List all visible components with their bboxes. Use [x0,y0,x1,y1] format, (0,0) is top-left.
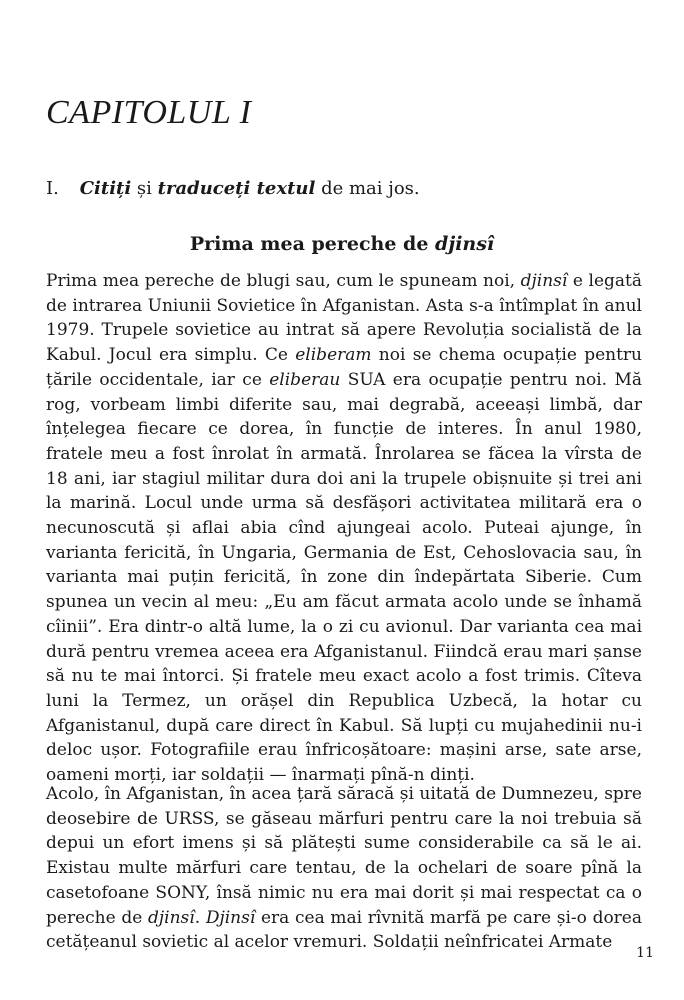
paragraph-1-segment: e legată de intrarea Uniunii Sovietice în Afganistan. Asta s-a întîmplat în anul 1979. Trupele sovietice au intrat să apere Revoluția socialistă de la Kabul. Jocul era simplu. Ce [46,271,642,366]
paragraph-2-italic: Djinsî [205,907,256,928]
exercise-instruction [46,178,646,200]
paragraph-1-italic: eliberau [269,369,341,390]
paragraph-1-italic: eliberam [295,345,372,366]
paragraph-2-segment: Acolo, în Afganistan, în acea țară săracă și uitată de Dumnezeu, spre deosebire de URSS, se găseau mărfuri pentru care la noi trebuia să depui un efort imens și să plătești sume considerabile ca să le ai. Existau multe mărfuri care tentau, de la ochelari de soare pînă la casetofoane SONY, însă nimic nu era mai dorit și mai respectat ca o pereche de [46,784,642,928]
exercise-number: I. [46,178,59,199]
paragraph-2-segment: era cea mai rîvnită marfă pe care și-o dorea cetățeanul sovietic al acelor vremuri. Soldații neînfricatei Armate [46,907,643,953]
paragraph-2-segment: . [194,907,206,928]
paragraph-1-italic: djinsî [520,271,568,291]
exercise-verb-translate: traduceți textul [157,178,316,199]
paragraph-2 [46,782,642,955]
paragraph-1-segment: SUA era ocupație pentru noi. Mă rog, vorbeam limbi diferite sau, mai degrabă, aceeași limbă, dar înțelegea fiecare ce dorea, în funcție de interes. În anul 1980, fratele meu a fost înrolat în armată. Înrolarea se făcea la vîrsta de 18 ani, iar stagiul militar dura doi ani la trupele obișnuite și trei ani la marină. Locul unde urma să desfășori activitatea militară era o necunoscută și aflai abia cînd ajungeai acolo. Puteai ajunge, în varianta fericită, în Ungaria, Germania de Est, Cehoslovacia sau, în varianta mai puțin fericită, în zone din îndepărtata Siberie. Cum spunea un vecin al meu: „Eu am făcut armata acolo unde se înhamă cîinii”. Era dintr-o altă lume, la o zi cu avionul. Dar varianta cea mai dură pentru vremea aceea era Afganistanul. Fiindcă erau mari șanse să nu te mai întorci. Și fratele meu exact acolo a fost trimis. Cîteva luni la Termez, un orășel din Republica Uzbecă, la hotar cu Afganistanul, după care direct în Kabul. Să lupți cu mujahedinii nu-i deloc ușor. Fotografiile erau înfricoșătoare: mașini arse, sate arse, oameni morți, iar soldații — înarmați pînă-n dinți. [46,369,642,786]
exercise-connector: și [131,178,158,199]
chapter-heading: CAPITOLUL I [46,94,252,131]
exercise-verb-read: Citiți [79,178,132,199]
paragraph-2-italic: djinsî [148,907,195,928]
exercise-rest: de mai jos. [315,178,420,199]
paragraph-1 [46,269,642,788]
title-text: Prima mea pereche de [189,233,436,255]
text-title [46,232,638,256]
paragraph-1-segment: noi se chema ocupație pentru țările occidentale, iar ce [46,345,642,390]
title-italic: djinsî [435,233,495,255]
page-number: 11 [636,945,654,961]
paragraph-1-segment: Prima mea pereche de blugi sau, cum le spuneam noi, [46,271,521,291]
